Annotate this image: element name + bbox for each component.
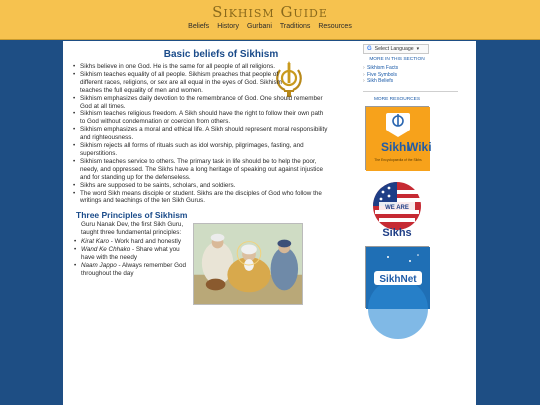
sikhiwiki-line1: Sikhi (381, 139, 410, 154)
beliefs-list (71, 63, 331, 205)
content-panel (63, 41, 476, 405)
list-item: • Sikhism emphasizes daily devotion to the remembrance of God. One should remember God at all times. (71, 95, 329, 111)
nav-beliefs[interactable]: Beliefs (188, 23, 210, 30)
we-are-sikhs-banner[interactable] (365, 180, 429, 240)
nav-resources[interactable]: Resources (318, 23, 352, 30)
section-links (363, 65, 463, 85)
sikhiwiki-tagline: The Encyclopaedia of the Sikhs (374, 157, 422, 162)
site-logo[interactable]: Sikhism Guide (212, 3, 328, 21)
principles-list (71, 238, 191, 278)
language-label: Select Language (374, 46, 414, 52)
guru-painting-image (193, 223, 303, 305)
nav-traditions[interactable]: Traditions (279, 23, 311, 30)
section-heading: Three Principles of Sikhism (76, 210, 188, 221)
list-item: • Sikhism teaches equality of all people. Sikhism preaches that people of different races, religions, or sex are all equal in the eyes of God. Sikhism teaches the full equality of men and women. (71, 71, 301, 95)
list-item: • Sikhism teaches service to others. The primary task in life should be to help the poor, needy, and oppressed. The Sikhs have a long heritage of speaking out against injustice and for standing up for the defenseless. (71, 158, 329, 182)
principles-section (71, 221, 331, 277)
sikhiwiki-banner[interactable] (365, 106, 432, 170)
article (71, 49, 331, 278)
list-item: • Sikhs believe in one God. He is the same for all people of all religions. (71, 63, 301, 71)
list-item: • Naam Jappo - Always remember God throughout the day (71, 262, 191, 278)
sidebar (363, 44, 463, 308)
list-item: • Sikhs are supposed to be saints, scholars, and soldiers. (71, 182, 329, 190)
nav-gurbani[interactable]: Gurbani (246, 23, 272, 30)
sikhnet-label: SikhNet (379, 273, 417, 285)
resources-heading: MORE RESOURCES (373, 96, 421, 102)
list-item: • Sikhism emphasizes a moral and ethical life. A Sikh should represent moral responsibility and righteousness. (71, 126, 329, 142)
we-are-sikhs-line1: WE ARE (385, 204, 409, 211)
section-links-heading: MORE IN THIS SECTION (369, 57, 425, 62)
sidebar-link-sikhism-facts[interactable]: › Sikhism Facts (363, 65, 463, 72)
nav-history[interactable]: History (217, 23, 239, 30)
language-selector[interactable] (363, 44, 429, 54)
sidebar-link-sikh-beliefs[interactable]: › Sikh Beliefs (363, 78, 463, 85)
principles-intro: Guru Nanak Dev, the first Sikh Guru, taught three fundamental principles: (81, 221, 184, 237)
sikhiwiki-line2: Wiki (407, 139, 432, 154)
page-title: Basic beliefs of Sikhism (163, 49, 279, 60)
divider (363, 91, 458, 92)
sidebar-link-five-symbols[interactable]: › Five Symbols (363, 72, 463, 79)
site-header (0, 0, 540, 40)
we-are-sikhs-line2: Sikhs (382, 226, 412, 239)
top-nav (0, 23, 540, 30)
sikhnet-banner[interactable] (365, 246, 429, 308)
list-item: • Sikhism rejects all forms of rituals such as idol worship, pilgrimages, fasting, and superstitions. (71, 142, 329, 158)
list-item: • Sikhism teaches religious freedom. A Sikh should have the right to follow their own path to God without condemnation or coercion from others. (71, 110, 329, 126)
chevron-down-icon: ▾ (416, 46, 420, 52)
list-item: • The word Sikh means disciple or student. Sikhs are the disciples of God who follow the writings and teachings of the ten Sikh Gurus. (71, 190, 329, 206)
google-icon: G (367, 46, 372, 52)
list-item: • Wand Ke Chhako - Share what you have with the needy (71, 246, 191, 262)
list-item: • Kirat Karo - Work hard and honestly (71, 238, 191, 246)
